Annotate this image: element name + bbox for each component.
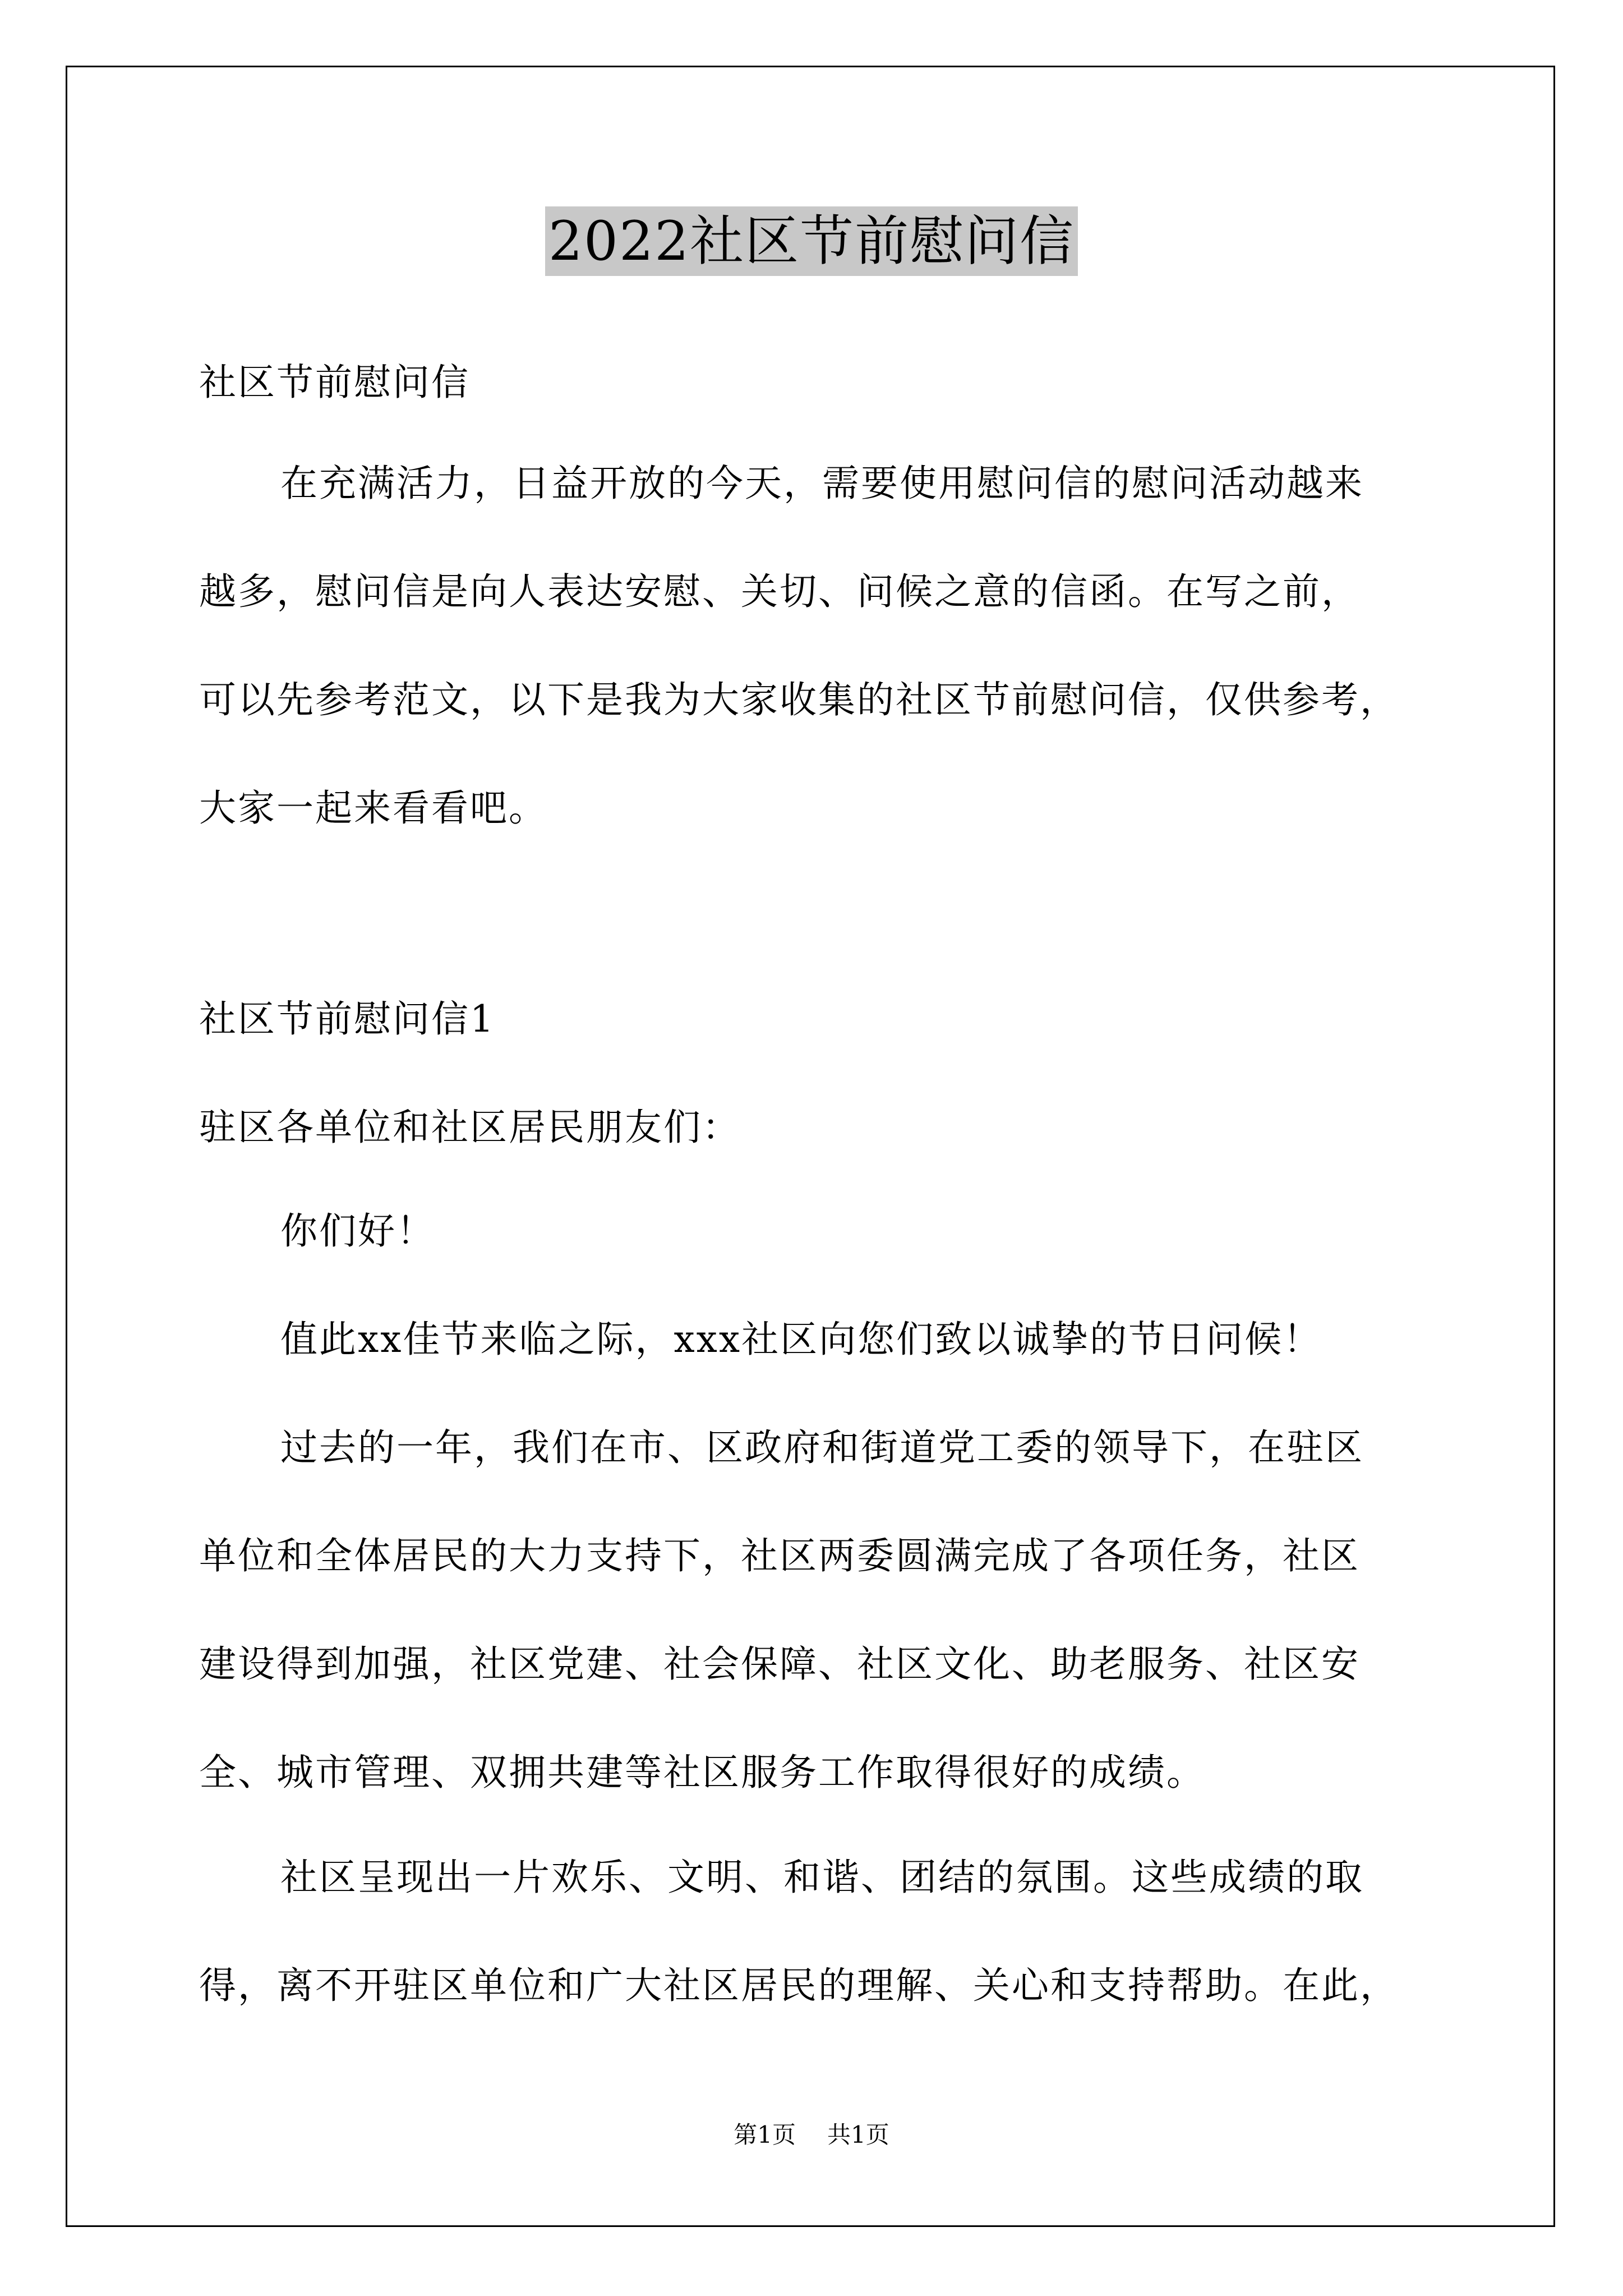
document-title: 2022社区节前慰问信 xyxy=(545,206,1078,276)
paragraph-line: 社区呈现出一片欢乐、文明、和谐、团结的氛围。这些成绩的取 xyxy=(280,1856,1364,1899)
paragraph-line: 全、城市管理、双拥共建等社区服务工作取得很好的成绩。 xyxy=(199,1751,1205,1794)
page-number-total: 共1页 xyxy=(827,2121,889,2148)
paragraph-line: 可以先参考范文，以下是我为大家收集的社区节前慰问信，仅供参考， xyxy=(199,678,1399,721)
paragraph-line: 单位和全体居民的大力支持下，社区两委圆满完成了各项任务，社区 xyxy=(199,1534,1360,1577)
page-footer xyxy=(0,2118,1623,2152)
paragraph-line: 在充满活力，日益开放的今天，需要使用慰问信的慰问活动越来 xyxy=(280,462,1364,505)
paragraph-line: 大家一起来看看吧。 xyxy=(199,786,547,830)
page-number-current: 第1页 xyxy=(734,2121,796,2148)
title-container xyxy=(0,206,1623,276)
section-heading: 社区节前慰问信1 xyxy=(199,997,495,1041)
paragraph-line: 过去的一年，我们在市、区政府和街道党工委的领导下，在驻区 xyxy=(280,1426,1364,1469)
paragraph-line: 建设得到加强，社区党建、社会保障、社区文化、助老服务、社区安 xyxy=(199,1642,1360,1686)
greeting-line: 你们好！ xyxy=(280,1209,435,1253)
paragraph-line: 越多，慰问信是向人表达安慰、关切、问候之意的信函。在写之前， xyxy=(199,570,1360,613)
paragraph-line: 得，离不开驻区单位和广大社区居民的理解、关心和支持帮助。在此， xyxy=(199,1964,1399,2007)
section-heading: 社区节前慰问信 xyxy=(199,361,470,404)
paragraph-line: 值此xx佳节来临之际，xxx社区向您们致以诚挚的节日问候！ xyxy=(280,1318,1322,1361)
salutation-line: 驻区各单位和社区居民朋友们： xyxy=(199,1106,741,1149)
